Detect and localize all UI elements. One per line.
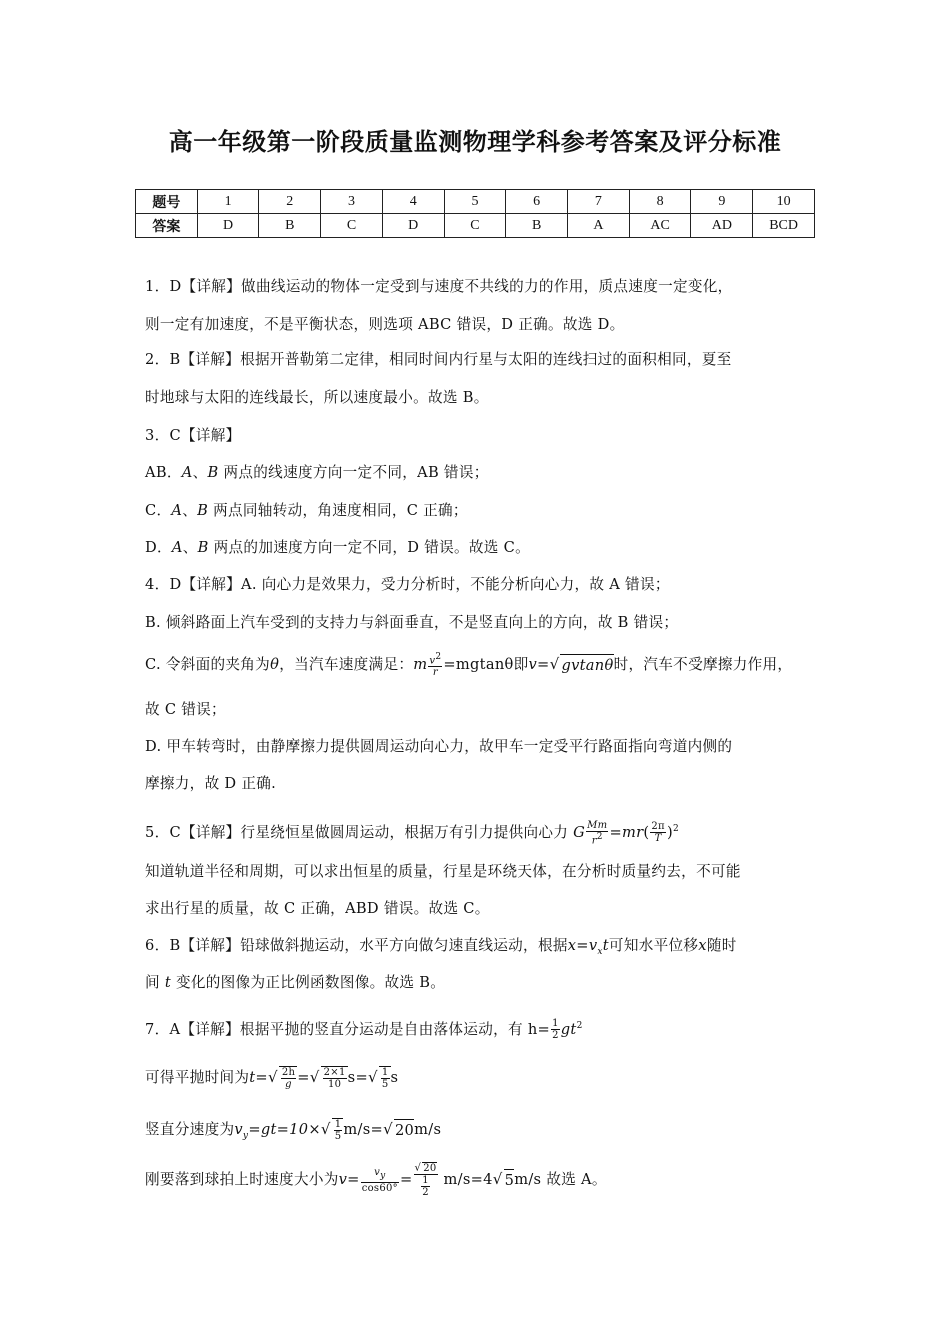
paragraph-line: 知道轨道半径和周期，可以求出恒星的质量，行星是环绕天体，在分析时质量约去，不可能 <box>145 863 741 880</box>
answer-table <box>135 189 815 238</box>
paragraph-line: 4．D【详解】A. 向心力是效果力，受力分析时，不能分析向心力，故 A 错误； <box>145 576 670 593</box>
paragraph-line: 5．C【详解】行星绕恒星做圆周运动，根据万有引力提供向心力 G $\frac{Mm}{r^2}$ =mr( $\frac{2\pi}{T}$ )$^2$ <box>145 819 679 847</box>
question-number: 6 <box>506 190 568 214</box>
question-number: 2 <box>259 190 321 214</box>
question-number: 10 <box>753 190 815 214</box>
answer-cell: A <box>568 214 630 238</box>
paragraph-line: 则一定有加速度，不是平衡状态，则选项 ABC 错误，D 正确。故选 D。 <box>145 316 625 333</box>
paragraph-line: 竖直分速度为$v_y=gt=10\times√$ $\frac{1}{5}$ m/s=√ 20m/s <box>145 1119 442 1142</box>
paragraph-line: 2．B【详解】根据开普勒第二定律，相同时间内行星与太阳的连线扫过的面积相同，夏至 <box>145 351 732 368</box>
table-row <box>136 190 815 214</box>
table-row <box>136 214 815 238</box>
question-number: 3 <box>321 190 383 214</box>
paragraph-line: 6．B【详解】铅球做斜抛运动，水平方向做匀速直线运动，根据$x=v_xt$可知水平位移x随时 <box>145 937 737 957</box>
question-number: 4 <box>382 190 444 214</box>
page-title: 高一年级第一阶段质量监测物理学科参考答案及评分标准 <box>168 127 782 156</box>
question-number: 7 <box>568 190 630 214</box>
row-label: 题号 <box>136 190 198 214</box>
paragraph-line: AB．A、B 两点的线速度方向一定不同，AB 错误； <box>145 464 489 481</box>
paragraph-line: 求出行星的质量，故 C 正确，ABD 错误。故选 C。 <box>145 900 490 917</box>
paragraph-line: B. 倾斜路面上汽车受到的支持力与斜面垂直，不是竖直向上的方向，故 B 错误； <box>145 614 679 631</box>
answer-cell: D <box>197 214 259 238</box>
paragraph-line: 1．D【详解】做曲线运动的物体一定受到与速度不共线的力的作用，质点速度一定变化， <box>145 278 733 295</box>
paragraph-line: 时地球与太阳的连线最长，所以速度最小。故选 B。 <box>145 389 489 406</box>
paragraph-line: 7．A【详解】根据平抛的竖直分运动是自由落体运动，有 h= $\frac{1}{2}$ $gt^2$ <box>145 1018 583 1042</box>
answer-cell: BCD <box>753 214 815 238</box>
question-number: 5 <box>444 190 506 214</box>
paragraph-line: 3．C【详解】 <box>145 427 241 444</box>
answer-cell: AD <box>691 214 753 238</box>
question-number: 1 <box>197 190 259 214</box>
paragraph-line: 摩擦力，故 D 正确. <box>145 775 277 792</box>
paragraph-line: C. 令斜面的夹角为θ，当汽车速度满足：m $\frac{v^2}{r}$ =mgtanθ即v=√ gvtanθ时，汽车不受摩擦力作用， <box>145 652 793 679</box>
question-number: 8 <box>629 190 691 214</box>
paragraph-line: 间 t 变化的图像为正比例函数图像。故选 B。 <box>145 974 446 991</box>
paragraph-line: C．A、B 两点同轴转动，角速度相同，C 正确； <box>145 502 468 519</box>
answer-cell: B <box>506 214 568 238</box>
paragraph-line: 刚要落到球拍上时速度大小为v= $\frac{v_y}{\cos 60^\circ}$ = $\frac{√ 20}{\frac{1}{2}}$ m/s=4√ 5m/s 故选 A。 <box>145 1162 607 1198</box>
question-number: 9 <box>691 190 753 214</box>
answer-cell: D <box>382 214 444 238</box>
answer-cell: AC <box>629 214 691 238</box>
answer-cell: C <box>321 214 383 238</box>
paragraph-line: 故 C 错误； <box>145 701 226 718</box>
paragraph-line: D．A、B 两点的加速度方向一定不同，D 错误。故选 C。 <box>145 539 530 556</box>
answer-cell: C <box>444 214 506 238</box>
paragraph-line: 可得平抛时间为t=√ $\frac{2h}{g}$ =√ $\frac{2\times 1}{10}$ s=√ $\frac{1}{5}$ s <box>145 1067 399 1090</box>
answer-cell: B <box>259 214 321 238</box>
paragraph-line: D. 甲车转弯时，由静摩擦力提供圆周运动向心力，故甲车一定受平行路面指向弯道内侧的 <box>145 738 733 755</box>
row-label: 答案 <box>136 214 198 238</box>
